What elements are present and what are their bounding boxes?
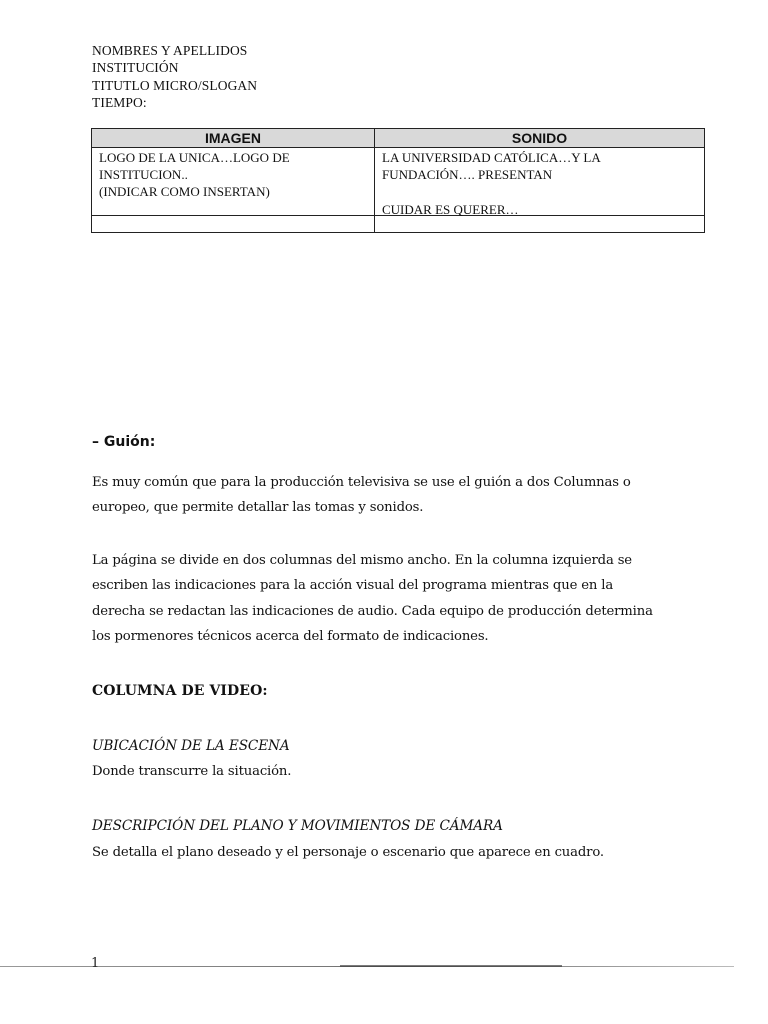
table-row [92, 148, 705, 216]
guion-paragraph-1 [92, 470, 692, 521]
sonido-cell [375, 148, 705, 216]
columna-video-heading: COLUMNA DE VIDEO: [92, 683, 268, 699]
script-table [91, 128, 705, 233]
paragraph-line: Es muy común que para la producción televisiva se use el guión a dos Columnas o [92, 475, 631, 490]
guion-paragraph-2 [92, 548, 692, 649]
paragraph-line: La página se divide en dos columnas del mismo ancho. En la columna izquierda se [92, 553, 632, 568]
sonido-cell-line: CUIDAR ES QUERER… [382, 201, 519, 217]
sonido-column-header: SONIDO [375, 129, 705, 148]
header-names-line: NOMBRES Y APELLIDOS [92, 43, 248, 58]
sonido-cell-empty [375, 216, 705, 233]
table-header-row [92, 129, 705, 148]
sonido-cell-line: LA UNIVERSIDAD CATÓLICA…Y LA [382, 150, 601, 165]
imagen-cell-line: LOGO DE LA UNICA…LOGO DE [99, 150, 290, 165]
header-title-line: TITUTLO MICRO/SLOGAN [92, 77, 258, 93]
header-time-line: TIEMPO: [92, 94, 147, 110]
footer-rule-accent [340, 965, 562, 967]
sonido-cell-line: FUNDACIÓN…. PRESENTAN [382, 167, 553, 183]
imagen-cell-line: INSTITUCION.. [99, 167, 188, 183]
header-institution-line: INSTITUCIÓN [92, 60, 179, 76]
paragraph-line: los pormenores técnicos acerca del formato de indicaciones. [92, 628, 489, 644]
guion-heading: – Guión: [92, 434, 156, 450]
table-row-empty [92, 216, 705, 233]
paragraph-line: derecha se redactan las indicaciones de audio. Cada equipo de producción determina [92, 603, 653, 619]
descripcion-plano-heading: DESCRIPCIÓN DEL PLANO Y MOVIMIENTOS DE CÁMARA [92, 818, 503, 834]
document-header [92, 42, 257, 111]
sonido-cell-blank-line [382, 183, 698, 200]
imagen-column-header: IMAGEN [92, 129, 375, 148]
descripcion-plano-text: Se detalla el plano deseado y el personaje o escenario que aparece en cuadro. [92, 845, 604, 860]
imagen-cell-empty [92, 216, 375, 233]
paragraph-line: escriben las indicaciones para la acción visual del programa mientras que en la [92, 578, 614, 594]
paragraph-line: europeo, que permite detallar las tomas y sonidos. [92, 500, 424, 516]
page-number: 1 [91, 956, 100, 971]
imagen-cell [92, 148, 375, 216]
imagen-cell-line: (INDICAR COMO INSERTAN) [99, 184, 270, 200]
ubicacion-escena-text: Donde transcurre la situación. [92, 764, 292, 779]
ubicacion-escena-heading: UBICACIÓN DE LA ESCENA [92, 738, 290, 754]
